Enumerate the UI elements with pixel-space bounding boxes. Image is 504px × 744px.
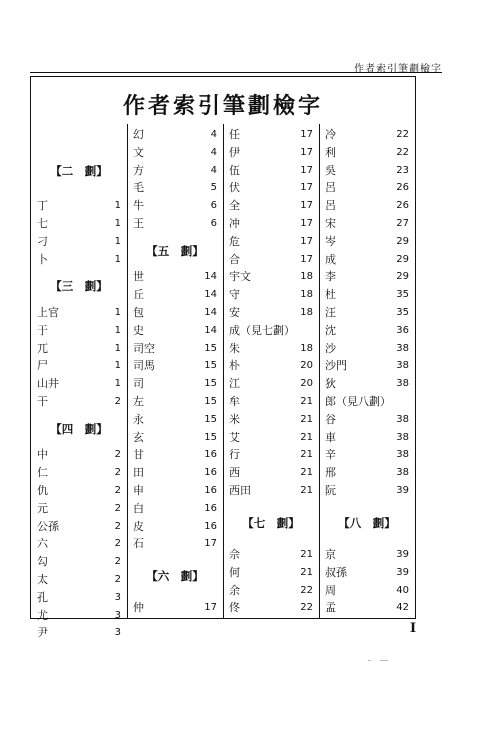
author-name: 包: [133, 306, 144, 319]
author-name: 六: [37, 537, 48, 551]
page-ref: 22: [396, 129, 409, 140]
page-ref: 2: [114, 485, 121, 496]
index-entry: [31, 535, 127, 553]
page-ref: 21: [300, 431, 313, 443]
index-entry: [31, 251, 127, 269]
page-ref: 15: [204, 378, 217, 390]
author-name: 京: [325, 548, 336, 562]
page-ref: 36: [396, 324, 409, 336]
index-entry: [223, 304, 319, 322]
index-entry: [127, 446, 223, 464]
author-name: 伊: [229, 145, 240, 159]
author-name: 車: [325, 430, 336, 444]
index-entry: [319, 546, 415, 564]
author-name: 冷: [325, 128, 336, 141]
page-ref: 1: [114, 360, 121, 372]
page-ref: 38: [396, 467, 409, 479]
index-entry: [223, 340, 319, 358]
author-name: 西田: [229, 484, 251, 497]
author-name: 杜: [325, 288, 336, 302]
author-name: 艾: [229, 430, 240, 444]
author-name: 玄: [133, 430, 144, 444]
index-entry: [319, 179, 415, 197]
scan-speck: [380, 660, 388, 661]
author-name: 周: [325, 583, 336, 597]
running-header: 作者索引筆劃檢字: [354, 64, 442, 75]
index-entry: [319, 268, 415, 286]
index-entry: [31, 624, 127, 642]
page-ref: 17: [204, 538, 217, 550]
author-name: 仇: [37, 484, 48, 497]
page-ref: 14: [204, 324, 217, 336]
stroke-count-heading: 【八 劃】: [338, 516, 396, 531]
index-entry: [127, 375, 223, 393]
author-name: 丘: [133, 288, 144, 302]
page-ref: 17: [300, 218, 313, 229]
index-entry: [31, 553, 127, 571]
index-entry: [31, 571, 127, 589]
page-ref: 17: [300, 146, 313, 158]
page-ref: 38: [396, 413, 409, 425]
page-ref: 29: [396, 235, 409, 247]
author-name: 阮: [325, 484, 336, 497]
page-ref: 2: [114, 449, 121, 461]
index-entry: [127, 322, 223, 340]
author-name: 叔孫: [325, 565, 347, 579]
index-entry: [127, 286, 223, 304]
page-ref: 38: [396, 378, 409, 390]
index-entry: [319, 411, 415, 429]
index-entry: [319, 322, 415, 340]
index-entry: [319, 446, 415, 464]
page-ref: 22: [300, 584, 313, 596]
author-name: 中: [37, 448, 48, 462]
page-ref: 3: [114, 627, 121, 639]
page-ref: 4: [210, 146, 217, 158]
author-name: 牟: [229, 395, 240, 408]
author-name: 卜: [37, 252, 48, 266]
author-name: 仁: [37, 466, 48, 480]
index-entry: [31, 464, 127, 482]
page-ref: 38: [396, 360, 409, 372]
index-entry: [127, 535, 223, 553]
author-name: 吳: [325, 163, 336, 177]
author-name: 朴: [229, 359, 240, 373]
page-ref: 18: [300, 342, 313, 354]
stroke-count-heading: 【三 劃】: [50, 279, 108, 294]
index-entry: [319, 357, 415, 375]
author-name: 呂: [325, 181, 336, 195]
author-name: 朱: [229, 341, 240, 355]
page-ref: 16: [204, 449, 217, 461]
author-name: 世: [133, 270, 144, 284]
author-name: 仲: [133, 601, 144, 615]
page-ref: 1: [114, 235, 121, 247]
author-name: 孟: [325, 601, 336, 615]
index-entry: [223, 464, 319, 482]
index-entry: [127, 429, 223, 447]
page-ref: 14: [204, 289, 217, 301]
index-entry: [223, 393, 319, 411]
index-entry: [223, 215, 319, 233]
page-ref: 16: [204, 502, 217, 514]
page-ref: 20: [300, 360, 313, 372]
index-entry: [223, 546, 319, 564]
page-ref: 39: [396, 485, 409, 496]
author-name: 干: [37, 395, 48, 408]
page-ref: 5: [210, 182, 217, 194]
cross-reference: 郎（見八劃）: [325, 395, 391, 408]
author-name: 石: [133, 537, 144, 551]
author-name: 山井: [37, 377, 59, 391]
author-name: 王: [133, 217, 144, 230]
page-ref: 21: [300, 549, 313, 561]
index-entry: [31, 233, 127, 251]
page-ref: 1: [114, 218, 121, 229]
author-name: 狄: [325, 377, 336, 391]
page-ref: 35: [396, 289, 409, 301]
index-entry: [223, 233, 319, 251]
index-entry: [223, 144, 319, 162]
index-entry: [319, 197, 415, 215]
page-ref: 17: [300, 235, 313, 247]
index-entry: [31, 215, 127, 233]
author-name: 幻: [133, 128, 144, 141]
author-name: 米: [229, 412, 240, 426]
page-ref: 21: [300, 449, 313, 461]
index-entry: [319, 464, 415, 482]
author-name: 成: [325, 252, 336, 266]
index-entry: [31, 589, 127, 607]
index-entry: [31, 500, 127, 518]
index-entry: [319, 582, 415, 600]
index-entry: [31, 197, 127, 215]
page-number: I: [410, 621, 417, 636]
page-ref: 17: [300, 253, 313, 265]
scan-speck: [368, 660, 371, 661]
index-entry: [31, 357, 127, 375]
index-column-2: [127, 124, 223, 618]
author-name: 利: [325, 145, 336, 159]
index-entry: [31, 322, 127, 340]
index-entry: [31, 304, 127, 322]
page-ref: 15: [204, 413, 217, 425]
page-ref: 26: [396, 200, 409, 212]
author-name: 司馬: [133, 359, 155, 373]
page-ref: 3: [114, 591, 121, 603]
author-name: 行: [229, 448, 240, 462]
page-ref: 16: [204, 520, 217, 532]
index-entry: [127, 411, 223, 429]
stroke-count-heading: 【二 劃】: [50, 163, 108, 178]
index-entry: [127, 599, 223, 617]
page-ref: 4: [210, 129, 217, 140]
author-name: 尹: [37, 626, 48, 640]
index-entry: [223, 357, 319, 375]
index-entry: [127, 500, 223, 518]
author-name: 西: [229, 466, 240, 480]
stroke-count-heading: 【四 劃】: [50, 421, 108, 436]
index-entry: [127, 518, 223, 536]
page-ref: 21: [300, 413, 313, 425]
author-name: 安: [229, 306, 240, 319]
page-ref: 17: [300, 164, 313, 176]
page-ref: 14: [204, 307, 217, 318]
index-entry: [319, 251, 415, 269]
index-entry: [127, 162, 223, 180]
index-column-3: [223, 124, 319, 618]
author-name: 白: [133, 501, 144, 515]
author-name: 邢: [325, 466, 336, 480]
stroke-count-heading: 【七 劃】: [242, 516, 300, 531]
page-ref: 38: [396, 449, 409, 461]
page-ref: 17: [300, 182, 313, 194]
index-column-1: [31, 124, 127, 640]
page-ref: 26: [396, 182, 409, 194]
index-entry: [127, 144, 223, 162]
author-name: 宇文: [229, 270, 251, 284]
index-entry: [223, 429, 319, 447]
author-name: 沙門: [325, 359, 347, 373]
index-entry: [127, 304, 223, 322]
author-name: 宋: [325, 217, 336, 230]
author-name: 何: [229, 565, 240, 579]
author-name: 尸: [37, 359, 48, 373]
page-ref: 6: [210, 200, 217, 212]
page-ref: 1: [114, 253, 121, 265]
index-entry: [31, 340, 127, 358]
index-entry: [127, 126, 223, 144]
author-name: 皮: [133, 519, 144, 533]
author-name: 呂: [325, 199, 336, 213]
author-name: 佟: [229, 601, 240, 615]
index-entry: [319, 375, 415, 393]
index-entry: [223, 179, 319, 197]
index-frame: [30, 76, 416, 640]
page-ref: 18: [300, 289, 313, 301]
index-entry: [31, 482, 127, 500]
page-ref: 38: [396, 431, 409, 443]
index-entry: [319, 162, 415, 180]
page-ref: 35: [396, 307, 409, 318]
index-entry: [127, 482, 223, 500]
index-entry: [319, 564, 415, 582]
index-entry: [127, 393, 223, 411]
author-name: 甘: [133, 448, 144, 462]
page-ref: 2: [114, 574, 121, 585]
page-ref: 42: [396, 602, 409, 614]
author-name: 元: [37, 501, 48, 515]
author-name: 左: [133, 395, 144, 408]
page-ref: 29: [396, 271, 409, 283]
page-ref: 21: [300, 467, 313, 479]
author-name: 尤: [37, 608, 48, 622]
page-ref: 39: [396, 549, 409, 561]
author-name: 汪: [325, 306, 336, 319]
page-ref: 21: [300, 485, 313, 496]
index-entry: [127, 197, 223, 215]
author-name: 沙: [325, 341, 336, 355]
stroke-count-heading: 【五 劃】: [146, 243, 204, 258]
author-name: 田: [133, 466, 144, 480]
author-name: 任: [229, 128, 240, 141]
page-ref: 1: [114, 342, 121, 354]
page-title: 作者索引筆劃檢字: [122, 93, 323, 119]
stroke-count-heading: 【六 劃】: [146, 569, 204, 584]
author-name: 危: [229, 234, 240, 248]
author-name: 佘: [229, 548, 240, 562]
index-entry: [319, 599, 415, 617]
author-name: 公孫: [37, 519, 59, 533]
index-entry: [223, 197, 319, 215]
author-name: 七: [37, 217, 48, 230]
page-ref: 21: [300, 566, 313, 578]
page-ref: 20: [300, 378, 313, 390]
author-name: 勾: [37, 555, 48, 569]
author-name: 余: [229, 583, 240, 597]
cross-reference: 成（見七劃）: [229, 323, 295, 337]
author-name: 谷: [325, 412, 336, 426]
page-ref: 2: [114, 556, 121, 568]
author-name: 丁: [37, 199, 48, 213]
index-entry: [31, 607, 127, 625]
page-ref: 14: [204, 271, 217, 283]
page-ref: 16: [204, 467, 217, 479]
author-name: 方: [133, 163, 144, 177]
author-name: 伏: [229, 181, 240, 195]
index-entry: [127, 464, 223, 482]
index-entry: [127, 215, 223, 233]
author-name: 孔: [37, 590, 48, 604]
page-ref: 23: [396, 164, 409, 176]
index-entry: [319, 215, 415, 233]
page-ref: 17: [300, 200, 313, 212]
index-entry: [223, 482, 319, 500]
author-name: 伍: [229, 163, 240, 177]
author-name: 上官: [37, 306, 59, 319]
page-ref: 6: [210, 218, 217, 229]
page-ref: 17: [300, 129, 313, 140]
page-ref: 2: [114, 520, 121, 532]
author-name: 全: [229, 199, 240, 213]
page-ref: 15: [204, 360, 217, 372]
index-entry: [223, 162, 319, 180]
author-name: 守: [229, 288, 240, 302]
page-ref: 15: [204, 342, 217, 354]
author-name: 沈: [325, 323, 336, 337]
author-name: 辛: [325, 448, 336, 462]
index-entry: [319, 304, 415, 322]
index-entry: [223, 126, 319, 144]
author-name: 李: [325, 270, 336, 284]
author-name: 永: [133, 412, 144, 426]
index-entry: [319, 126, 415, 144]
author-name: 司: [133, 377, 144, 391]
page-ref: 18: [300, 307, 313, 318]
page-ref: 4: [210, 164, 217, 176]
index-entry: [31, 375, 127, 393]
page-ref: 2: [114, 538, 121, 550]
index-entry: [127, 340, 223, 358]
index-entry: [319, 340, 415, 358]
index-entry: [319, 144, 415, 162]
author-name: 太: [37, 573, 48, 586]
index-column-4: [319, 124, 415, 618]
page-ref: 27: [396, 218, 409, 229]
index-entry: [223, 268, 319, 286]
page-ref: 2: [114, 396, 121, 407]
page-ref: 22: [300, 602, 313, 614]
index-entry: [223, 251, 319, 269]
index-entry: [223, 582, 319, 600]
author-name: 司空: [133, 341, 155, 355]
page-ref: 2: [114, 467, 121, 479]
author-name: 文: [133, 145, 144, 159]
index-entry: [223, 375, 319, 393]
author-name: 冲: [229, 217, 240, 230]
author-name: 于: [37, 323, 48, 337]
page-ref: 1: [114, 200, 121, 212]
index-entry: [31, 446, 127, 464]
page-ref: 1: [114, 307, 121, 318]
index-entry: [127, 357, 223, 375]
page-ref: 18: [300, 271, 313, 283]
index-entry: [127, 268, 223, 286]
page-ref: 17: [204, 602, 217, 614]
page-ref: 21: [300, 396, 313, 407]
page-ref: 40: [396, 584, 409, 596]
page-ref: 1: [114, 378, 121, 390]
author-name: 牛: [133, 199, 144, 213]
index-entry: [31, 393, 127, 411]
page-ref: 15: [204, 431, 217, 443]
author-name: 岑: [325, 234, 336, 248]
author-name: 兀: [37, 341, 48, 355]
header-rule: [30, 72, 442, 73]
index-entry: [223, 599, 319, 617]
page-ref: 1: [114, 324, 121, 336]
page-ref: 22: [396, 146, 409, 158]
index-entry: [31, 518, 127, 536]
index-entry: [319, 429, 415, 447]
author-name: 毛: [133, 181, 144, 195]
page-ref: 39: [396, 566, 409, 578]
page-ref: 15: [204, 396, 217, 407]
index-entry: [127, 179, 223, 197]
page-ref: 38: [396, 342, 409, 354]
index-entry: [319, 233, 415, 251]
author-name: 申: [133, 484, 144, 497]
index-entry: [223, 286, 319, 304]
index-entry: [223, 564, 319, 582]
index-entry: [223, 411, 319, 429]
page-ref: 2: [114, 502, 121, 514]
author-name: 刁: [37, 234, 48, 248]
index-entry: [319, 482, 415, 500]
author-name: 史: [133, 323, 144, 337]
page-ref: 3: [114, 609, 121, 621]
index-entry: [223, 446, 319, 464]
index-entry: [319, 286, 415, 304]
author-name: 江: [229, 377, 240, 391]
page-ref: 29: [396, 253, 409, 265]
author-name: 合: [229, 252, 240, 266]
page-ref: 16: [204, 485, 217, 496]
